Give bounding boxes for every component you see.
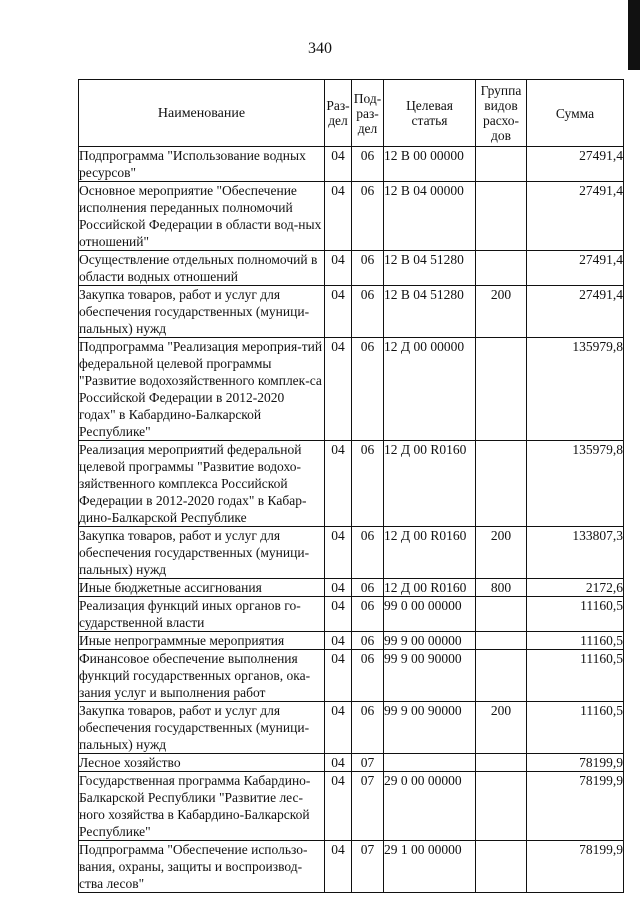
row-name: Лесное хозяйство <box>79 754 325 772</box>
row-amount: 11160,5 <box>527 650 624 702</box>
table-row <box>79 650 624 702</box>
table-row <box>79 182 624 251</box>
row-amount: 27491,4 <box>527 182 624 251</box>
row-target-article: 12 Д 00 R0160 <box>384 579 476 597</box>
row-amount: 11160,5 <box>527 702 624 754</box>
row-subsection: 06 <box>352 579 384 597</box>
row-subsection: 06 <box>352 650 384 702</box>
row-expense-group <box>476 632 527 650</box>
row-subsection: 06 <box>352 597 384 632</box>
row-section: 04 <box>325 251 352 286</box>
row-target-article: 12 Д 00 R0160 <box>384 441 476 527</box>
table-body <box>79 147 624 893</box>
budget-table <box>78 79 624 893</box>
row-amount: 27491,4 <box>527 147 624 182</box>
row-name: Государственная программа Кабардино-Балкарской Республики "Развитие лес-ного хозяйства в Кабардино-Балкарской Республике" <box>79 772 325 841</box>
row-subsection: 07 <box>352 772 384 841</box>
row-subsection: 06 <box>352 182 384 251</box>
row-subsection: 06 <box>352 527 384 579</box>
row-name: Финансовое обеспечение выполнения функций государственных органов, ока-зания услуг и выполнения работ <box>79 650 325 702</box>
row-name: Иные непрограммные мероприятия <box>79 632 325 650</box>
table-header-row <box>79 80 624 147</box>
row-name: Закупка товаров, работ и услуг для обеспечения государственных (муници-пальных) нужд <box>79 702 325 754</box>
row-target-article: 99 9 00 90000 <box>384 650 476 702</box>
table-row <box>79 579 624 597</box>
row-subsection: 06 <box>352 702 384 754</box>
table-row <box>79 338 624 441</box>
table-row <box>79 147 624 182</box>
row-name: Закупка товаров, работ и услуг для обеспечения государственных (муници-пальных) нужд <box>79 286 325 338</box>
row-amount: 78199,9 <box>527 841 624 893</box>
row-amount: 78199,9 <box>527 754 624 772</box>
row-amount: 2172,6 <box>527 579 624 597</box>
row-subsection: 06 <box>352 632 384 650</box>
row-section: 04 <box>325 754 352 772</box>
table-row <box>79 841 624 893</box>
row-name: Основное мероприятие "Обеспечение исполнения переданных полномочий Российской Федерации в области вод-ных отношений" <box>79 182 325 251</box>
row-subsection: 06 <box>352 441 384 527</box>
row-name: Иные бюджетные ассигнования <box>79 579 325 597</box>
table-row <box>79 702 624 754</box>
row-target-article <box>384 754 476 772</box>
row-target-article: 99 9 00 00000 <box>384 632 476 650</box>
row-name: Осуществление отдельных полномочий в области водных отношений <box>79 251 325 286</box>
row-expense-group: 200 <box>476 286 527 338</box>
row-target-article: 12 В 04 51280 <box>384 251 476 286</box>
row-target-article: 29 0 00 00000 <box>384 772 476 841</box>
table-row <box>79 251 624 286</box>
row-subsection: 06 <box>352 286 384 338</box>
header-amount: Сумма <box>527 80 624 147</box>
row-subsection: 06 <box>352 338 384 441</box>
table-row <box>79 772 624 841</box>
row-amount: 135979,8 <box>527 338 624 441</box>
row-section: 04 <box>325 286 352 338</box>
row-expense-group <box>476 251 527 286</box>
row-amount: 135979,8 <box>527 441 624 527</box>
row-expense-group <box>476 147 527 182</box>
row-target-article: 12 Д 00 R0160 <box>384 527 476 579</box>
page-number: 340 <box>308 40 332 57</box>
row-amount: 11160,5 <box>527 632 624 650</box>
row-target-article: 12 В 04 00000 <box>384 182 476 251</box>
row-name: Закупка товаров, работ и услуг для обеспечения государственных (муници-пальных) нужд <box>79 527 325 579</box>
row-expense-group <box>476 754 527 772</box>
row-section: 04 <box>325 338 352 441</box>
row-target-article: 99 9 00 90000 <box>384 702 476 754</box>
row-expense-group: 200 <box>476 527 527 579</box>
header-section: Раз- дел <box>325 80 352 147</box>
header-subsection: Под- раз- дел <box>352 80 384 147</box>
row-target-article: 12 В 00 00000 <box>384 147 476 182</box>
row-expense-group <box>476 182 527 251</box>
row-target-article: 12 Д 00 00000 <box>384 338 476 441</box>
row-amount: 27491,4 <box>527 251 624 286</box>
header-name: Наименование <box>79 80 325 147</box>
row-section: 04 <box>325 597 352 632</box>
row-section: 04 <box>325 772 352 841</box>
row-section: 04 <box>325 527 352 579</box>
row-target-article: 99 0 00 00000 <box>384 597 476 632</box>
row-amount: 78199,9 <box>527 772 624 841</box>
row-target-article: 12 В 04 51280 <box>384 286 476 338</box>
scan-edge-mark <box>628 0 640 70</box>
row-section: 04 <box>325 841 352 893</box>
row-section: 04 <box>325 632 352 650</box>
table-row <box>79 441 624 527</box>
table-row <box>79 527 624 579</box>
row-name: Реализация мероприятий федеральной целевой программы "Развитие водохо-зяйственного комплекса Российской Федерации в 2012-2020 годах" в Кабар-дино-Балкарской Республике <box>79 441 325 527</box>
row-amount: 27491,4 <box>527 286 624 338</box>
table-row <box>79 632 624 650</box>
row-expense-group <box>476 441 527 527</box>
row-expense-group <box>476 650 527 702</box>
row-name: Подпрограмма "Обеспечение использо-вания, охраны, защиты и воспроизвод-ства лесов" <box>79 841 325 893</box>
table-row <box>79 597 624 632</box>
row-target-article: 29 1 00 00000 <box>384 841 476 893</box>
row-expense-group <box>476 338 527 441</box>
row-section: 04 <box>325 702 352 754</box>
row-amount: 11160,5 <box>527 597 624 632</box>
row-subsection: 07 <box>352 754 384 772</box>
row-expense-group: 200 <box>476 702 527 754</box>
row-subsection: 06 <box>352 251 384 286</box>
row-expense-group <box>476 597 527 632</box>
table-row <box>79 286 624 338</box>
row-expense-group: 800 <box>476 579 527 597</box>
header-target-article: Целевая статья <box>384 80 476 147</box>
row-expense-group <box>476 841 527 893</box>
row-section: 04 <box>325 579 352 597</box>
row-section: 04 <box>325 147 352 182</box>
row-section: 04 <box>325 182 352 251</box>
row-name: Подпрограмма "Использование водных ресурсов" <box>79 147 325 182</box>
row-subsection: 06 <box>352 147 384 182</box>
row-section: 04 <box>325 441 352 527</box>
header-expense-group: Группа видов расхо- дов <box>476 80 527 147</box>
row-name: Подпрограмма "Реализация мероприя-тий федеральной целевой программы "Развитие водохозяйственного комплек-са Российской Федерации в 2012-2020 годах" в Кабардино-Балкарской Республике" <box>79 338 325 441</box>
row-subsection: 07 <box>352 841 384 893</box>
table-row <box>79 754 624 772</box>
row-expense-group <box>476 772 527 841</box>
row-name: Реализация функций иных органов го-сударственной власти <box>79 597 325 632</box>
row-section: 04 <box>325 650 352 702</box>
row-amount: 133807,3 <box>527 527 624 579</box>
